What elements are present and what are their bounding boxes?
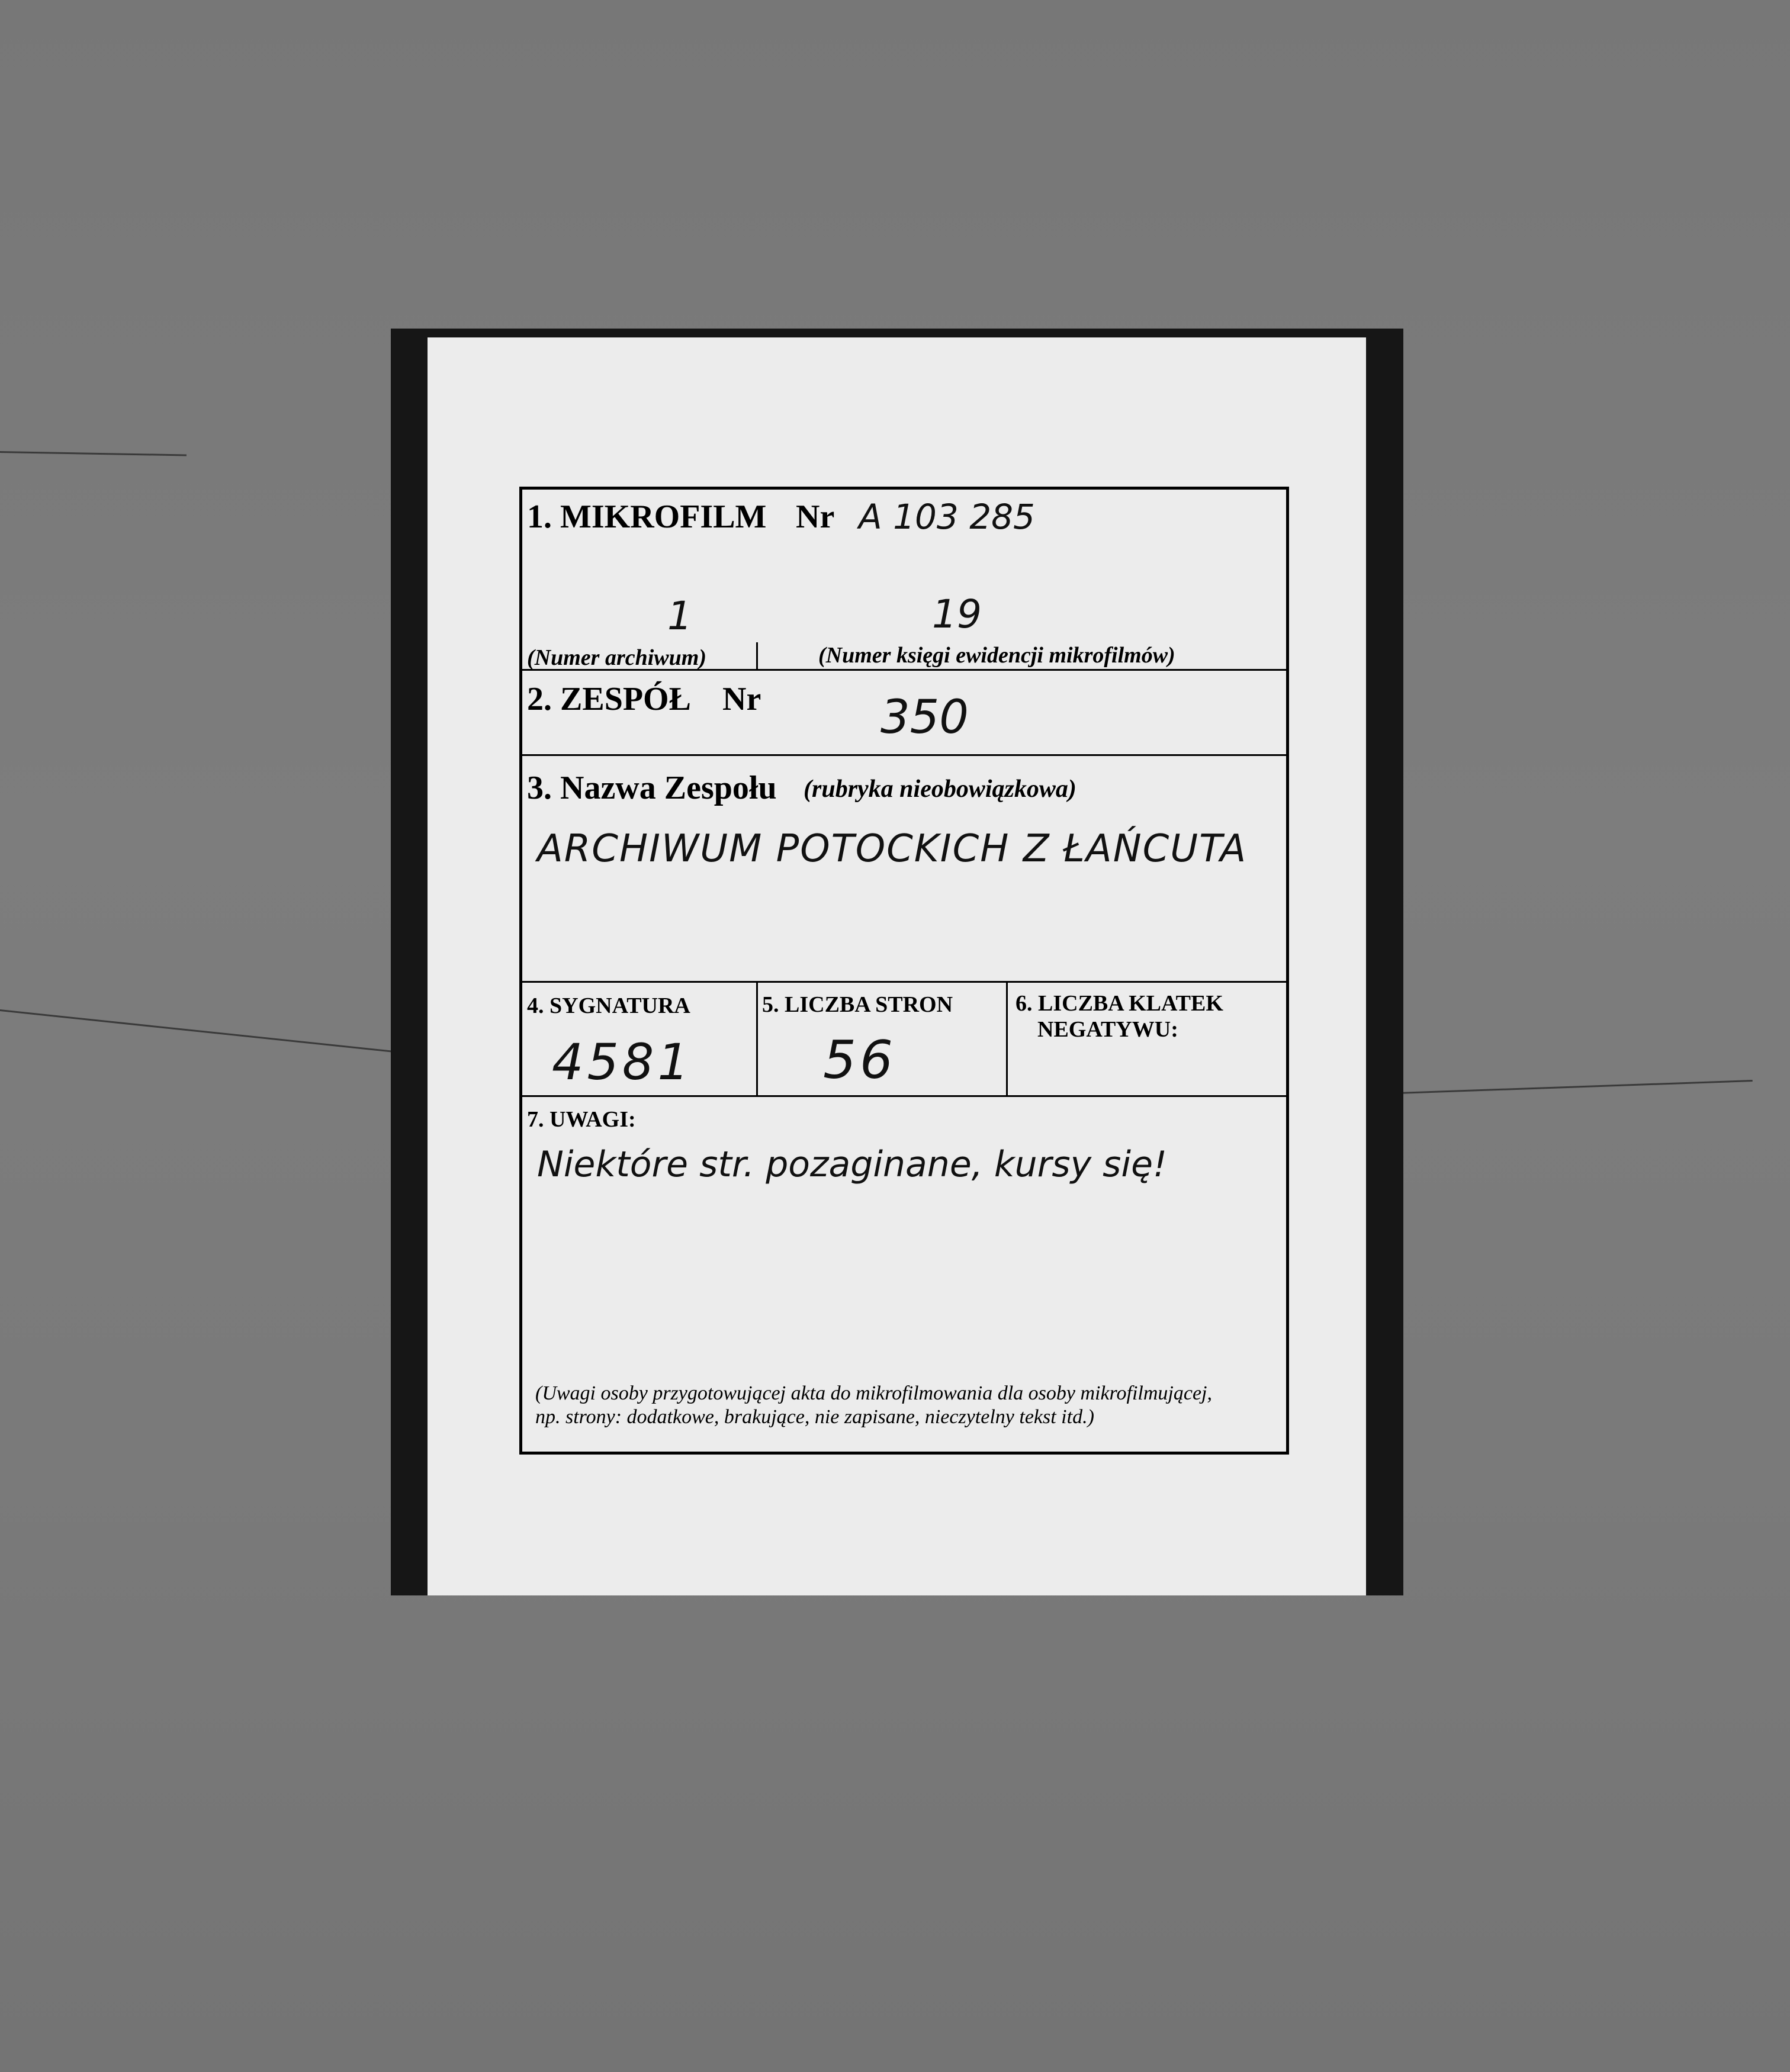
column-divider <box>1006 981 1008 1095</box>
row-divider <box>522 754 1286 756</box>
frame-count-label-line2: NEGATYWU: <box>1037 1017 1178 1042</box>
remarks-footnote-line1: (Uwagi osoby przygotowującej akta do mikrofilmowania dla osoby mikrofilmującej, <box>535 1382 1212 1404</box>
zespol-name-value: ARCHIWUM POTOCKICH Z ŁAŃCUTA <box>537 827 1248 871</box>
row-divider <box>522 1095 1286 1097</box>
page-count-label: 5. LICZBA STRON <box>762 992 953 1017</box>
archive-number-value: 1 <box>667 593 692 639</box>
microfilm-form <box>519 487 1289 1455</box>
zespol-nr-label: Nr <box>722 681 761 718</box>
archive-number-caption: (Numer archiwum) <box>527 645 706 670</box>
remarks-value: Niektóre str. pozaginane, kursy się! <box>537 1144 1168 1185</box>
zespol-name-note: (rubryka nieobowiązkowa) <box>804 776 1076 803</box>
page-count-value: 56 <box>823 1029 896 1090</box>
zespol-number-value: 350 <box>880 691 969 744</box>
zespol-name-label: 3. Nazwa Zespołu <box>527 770 777 806</box>
background-scratch <box>1397 1080 1753 1094</box>
sygnatura-value: 4581 <box>552 1033 693 1091</box>
remarks-label: 7. UWAGI: <box>527 1107 636 1132</box>
remarks-footnote-line2: np. strony: dodatkowe, brakujące, nie zapisane, nieczytelny tekst itd.) <box>535 1406 1094 1428</box>
sygnatura-label: 4. SYGNATURA <box>527 993 690 1018</box>
row-divider <box>522 981 1286 983</box>
microfilm-label: 1. MIKROFILM <box>527 498 767 535</box>
frame-count-label-line1: 6. LICZBA KLATEK <box>1015 991 1223 1016</box>
column-divider <box>756 981 758 1095</box>
background-scratch <box>0 451 187 456</box>
zespol-label: 2. ZESPÓŁ <box>527 681 691 718</box>
microfilm-number-value: A 103 285 <box>859 497 1035 537</box>
background-scratch <box>0 1009 436 1057</box>
book-number-caption: (Numer księgi ewidencji mikrofilmów) <box>818 643 1175 668</box>
microfilm-nr-label: Nr <box>796 498 835 535</box>
caption-divider <box>756 642 758 669</box>
book-number-value: 19 <box>932 591 982 637</box>
